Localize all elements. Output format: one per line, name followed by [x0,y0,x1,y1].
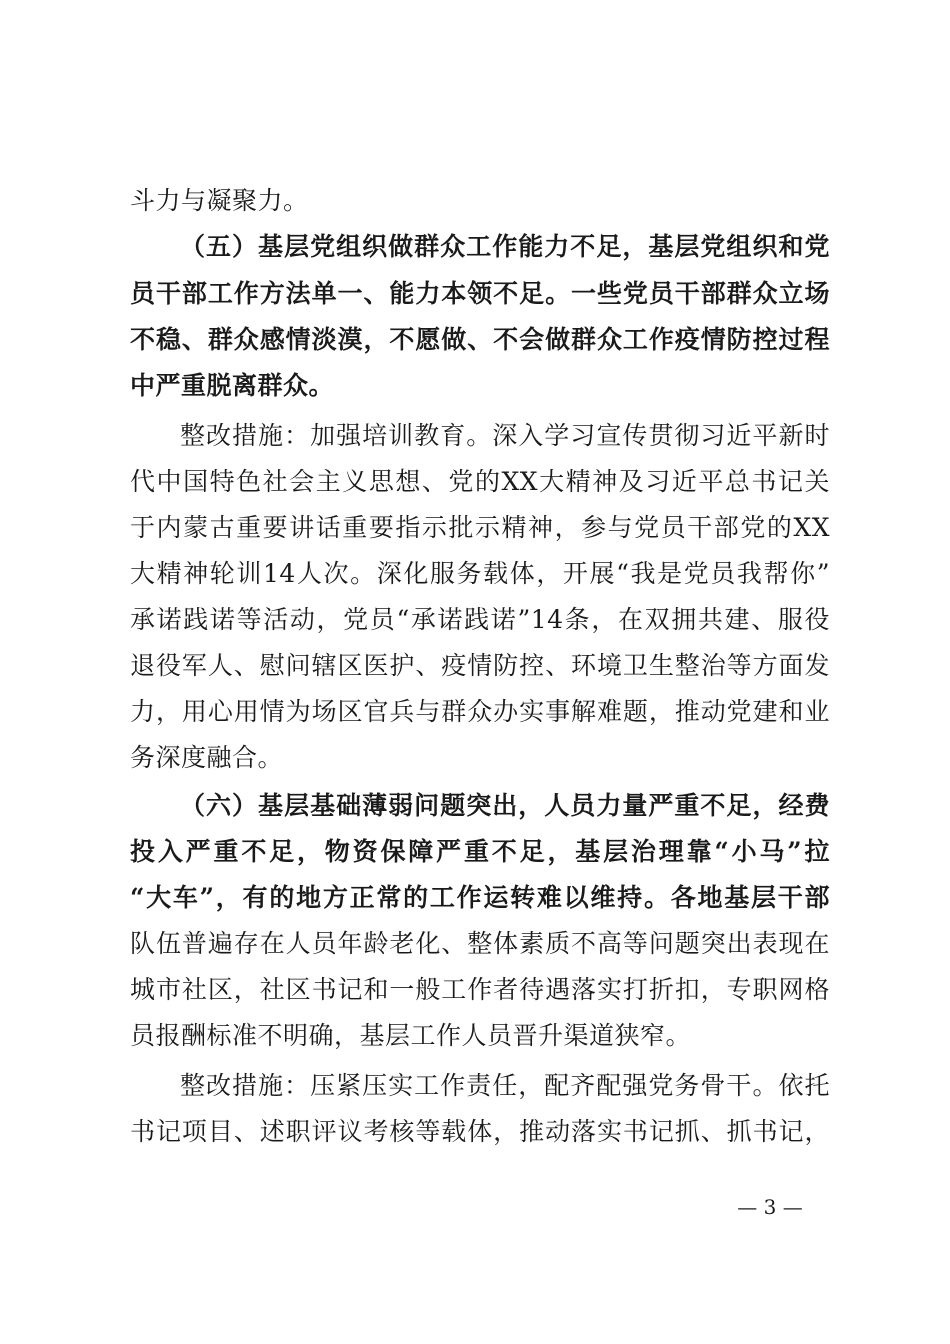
text-line-1: 斗力与凝聚力。 [130,186,309,215]
text-line-21: 书记项目、述职评议考核等载体，推动落实书记抓、抓书记， [130,1117,830,1146]
text-line-6: 整改措施：加强培训教育。深入学习宣传贯彻习近平新时 [180,421,830,450]
text-line-13: 务深度融合。 [130,743,284,772]
text-line-19: 员报酬标准不明确，基层工作人员晋升渠道狭窄。 [130,1021,692,1050]
text-line-11: 退役军人、慰问辖区医护、疫情防控、环境卫生整治等方面发 [130,651,830,680]
text-line-8: 于内蒙古重要讲话重要指示批示精神，参与党员干部党的XX [130,513,830,542]
text-line-10: 承诺践诺等活动，党员“承诺践诺”14条，在双拥共建、服役 [130,605,830,634]
text-line-14: （六）基层基础薄弱问题突出，人员力量严重不足，经费 [180,791,830,820]
text-line-12: 力，用心用情为场区官兵与群众办实事解难题，推动党建和业 [130,697,830,726]
text-line-3: 员干部工作方法单一、能力本领不足。一些党员干部群众立场 [130,279,830,308]
text-line-15: 投入严重不足，物资保障严重不足，基层治理靠“小马”拉 [130,837,830,866]
page-number: — 3 — [737,1195,803,1219]
text-line-9: 大精神轮训14人次。深化服务载体，开展“我是党员我帮你” [130,559,830,588]
text-line-2: （五）基层党组织做群众工作能力不足，基层党组织和党 [180,232,830,261]
text-line-20: 整改措施：压紧压实工作责任，配齐配强党务骨干。依托 [180,1071,830,1100]
text-line-17: 队伍普遍存在人员年龄老化、整体素质不高等问题突出表现在 [130,929,830,958]
text-line-4: 不稳、群众感情淡漠，不愿做、不会做群众工作疫情防控过程 [130,325,830,354]
text-line-16: “大车”，有的地方正常的工作运转难以维持。各地基层干部 [130,883,830,912]
text-line-7: 代中国特色社会主义思想、党的XX大精神及习近平总书记关 [130,467,830,496]
text-line-5: 中严重脱离群众。 [130,371,335,400]
text-line-18: 城市社区，社区书记和一般工作者待遇落实打折扣，专职网格 [130,975,830,1004]
